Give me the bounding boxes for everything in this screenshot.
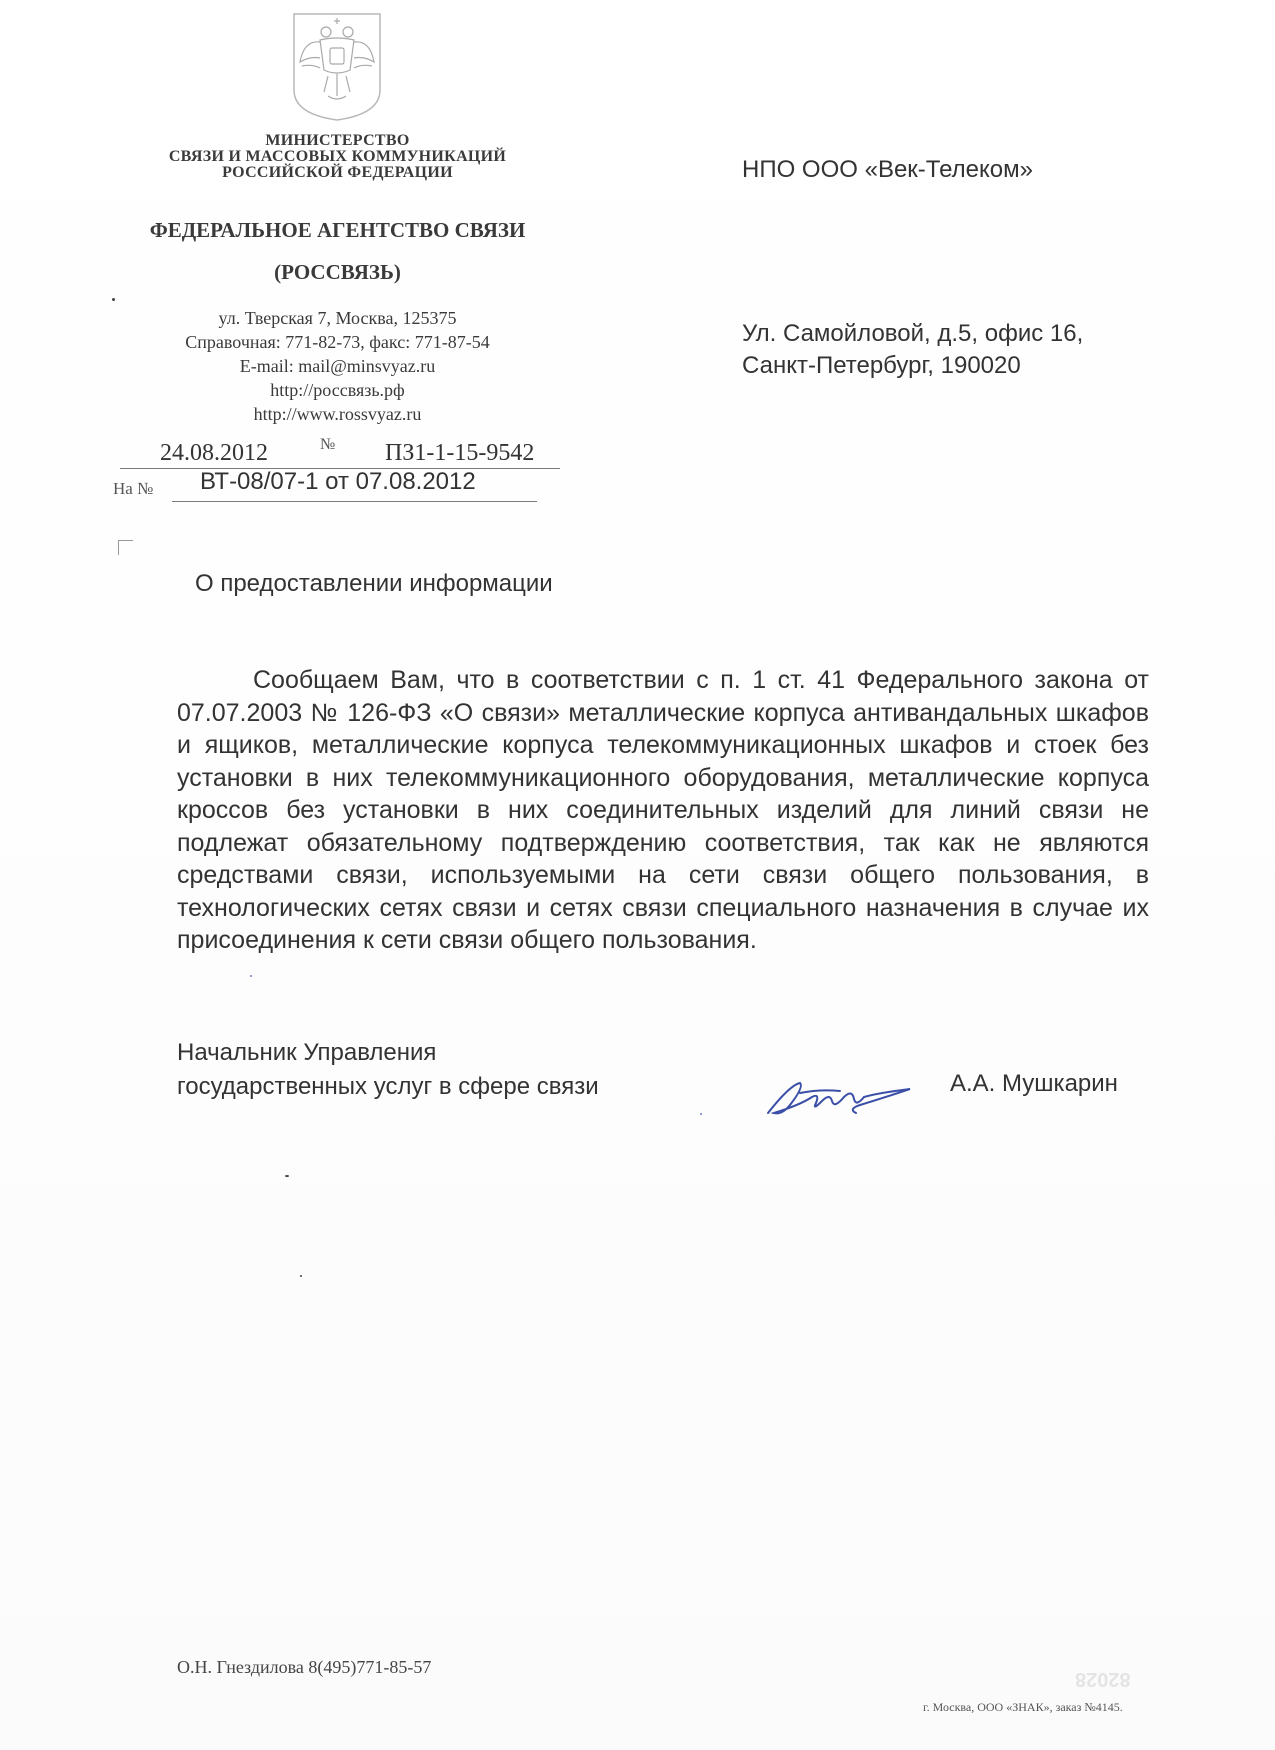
faint-stamp-number: 82028 bbox=[1075, 1668, 1131, 1690]
ministry-line: РОССИЙСКОЙ ФЕДЕРАЦИИ bbox=[222, 164, 453, 181]
scan-speck bbox=[250, 975, 252, 977]
letter-subject: О предоставлении информации bbox=[195, 570, 553, 597]
signatory-title-line: государственных услуг в сфере связи bbox=[177, 1073, 599, 1100]
agency-short-name: (РОССВЯЗЬ) bbox=[274, 260, 401, 284]
signatory-title bbox=[177, 1036, 599, 1104]
signatory-title-line: Начальник Управления bbox=[177, 1039, 437, 1066]
coat-of-arms-icon bbox=[290, 10, 384, 124]
agency-name: ФЕДЕРАЛЬНОЕ АГЕНТСТВО СВЯЗИ bbox=[149, 218, 526, 242]
letter-body: Сообщаем Вам, что в соответствии с п. 1 ст. 41 Федерального закона от 07.07.2003 № 126-ФЗ «О связи» металлические корпуса антивандальных шкафов и ящиков, металлические корпуса телекоммуникационных шкафов и стоек без установки в них телекоммуникационного оборудования, металлические корпуса кроссов без установки в них соединительных изделий для линий связи не подлежат обязательному подтверждению соответствия, так как не являются средствами связи, используемыми на сети связи общего пользования, в технологических сетях связи и сетях связи специального назначения в случае их присоединения к сети связи общего пользования. bbox=[177, 666, 1149, 954]
signatory-name: А.А. Мушкарин bbox=[950, 1070, 1118, 1097]
scan-speck bbox=[285, 1175, 289, 1177]
ministry-line: СВЯЗИ И МАССОВЫХ КОММУНИКАЦИЙ bbox=[168, 148, 507, 165]
ministry-name bbox=[110, 133, 565, 181]
reply-label: На № bbox=[113, 479, 154, 498]
registration-date: 24.08.2012 bbox=[160, 440, 268, 466]
letterhead-contacts bbox=[110, 306, 565, 426]
printer-imprint: г. Москва, ООО «ЗНАК», заказ №4145. bbox=[923, 1700, 1123, 1714]
address-corner-mark bbox=[118, 540, 133, 555]
recipient-address bbox=[742, 318, 1083, 382]
recipient-name: НПО ООО «Век-Телеком» bbox=[742, 156, 1033, 183]
scan-speck bbox=[300, 1275, 302, 1277]
recipient-address-line: Ул. Самойловой, д.5, офис 16, bbox=[742, 320, 1084, 347]
reply-reference: ВТ-08/07-1 от 07.08.2012 bbox=[200, 468, 476, 495]
signature-icon bbox=[760, 1075, 930, 1120]
scan-speck bbox=[112, 298, 115, 301]
registration-number-sign: № bbox=[320, 436, 336, 453]
contact-email: E-mail: mail@minsvyaz.ru bbox=[239, 356, 436, 376]
registration-number: ПЗ1-1-15-9542 bbox=[385, 440, 535, 466]
contact-website-rf: http://россвязь.рф bbox=[270, 380, 405, 400]
recipient-address-line: Санкт-Петербург, 190020 bbox=[742, 352, 1021, 379]
contact-address: ул. Тверская 7, Москва, 125375 bbox=[218, 308, 457, 328]
executor-contact: О.Н. Гнездилова 8(495)771-85-57 bbox=[177, 1657, 432, 1677]
scan-speck bbox=[700, 1113, 702, 1115]
contact-website: http://www.rossvyaz.ru bbox=[253, 404, 422, 424]
contact-phone-fax: Справочная: 771-82-73, факс: 771-87-54 bbox=[185, 332, 490, 352]
ministry-line: МИНИСТЕРСТВО bbox=[265, 132, 410, 149]
